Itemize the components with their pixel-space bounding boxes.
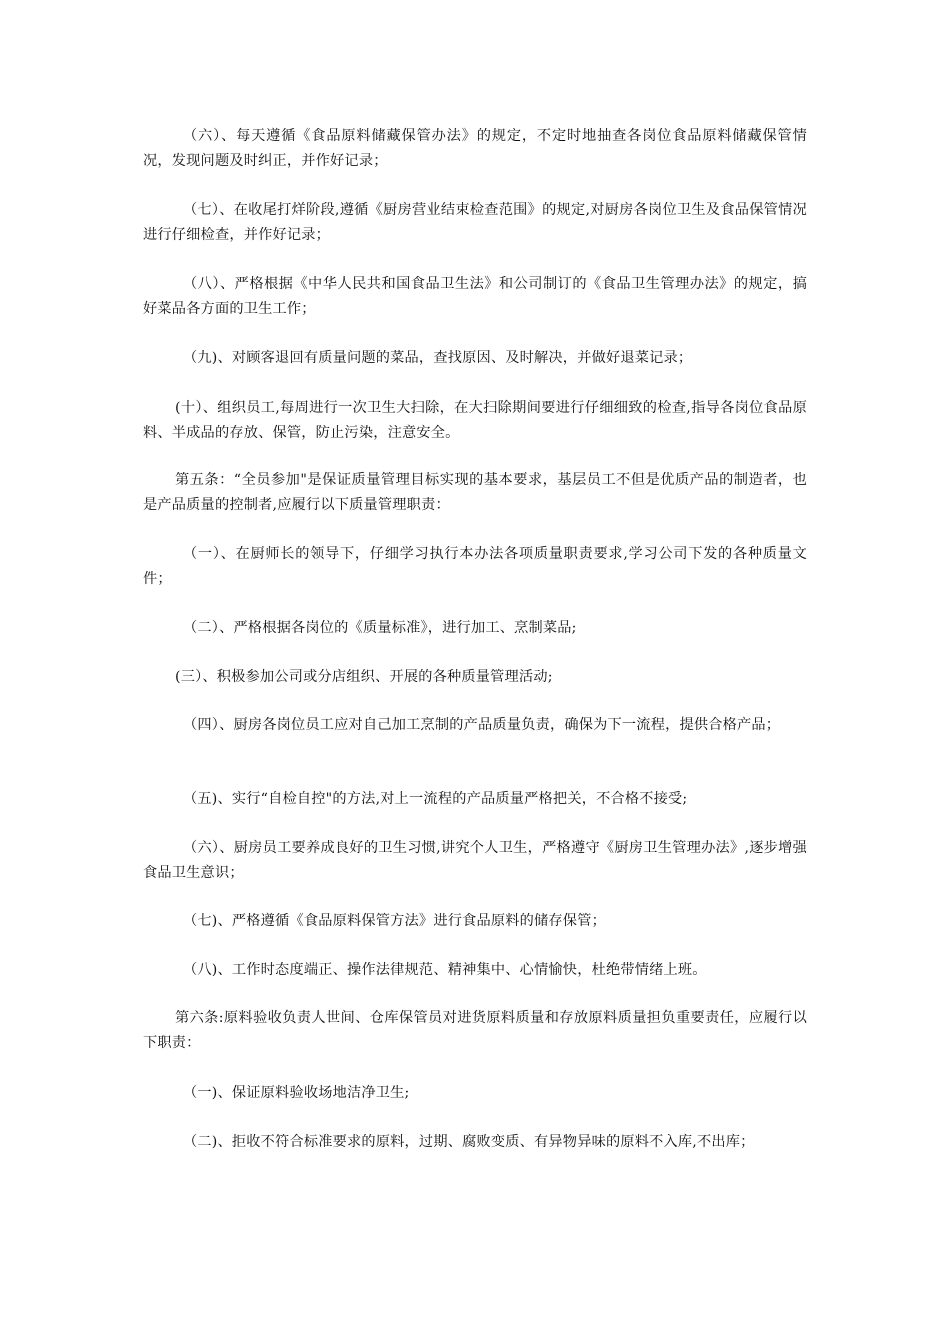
paragraph-staff-duty-4: （四）、厨房各岗位员工应对自己加工烹制的产品质量负责，确保为下一流程，提供合格产品； xyxy=(183,717,781,733)
paragraph-staff-duty-6: （六）、厨房员工要养成良好的卫生习惯,讲究个人卫生，严格遵守《厨房卫生管理办法》,逐步增强食品卫生意识； xyxy=(143,840,807,881)
paragraph-article-6: 第六条:原料验收负责人世间、仓库保管员对进货原料质量和存放原料质量担负重要责任，应履行以下职责： xyxy=(143,1010,807,1051)
paragraph-duty-10: (十）、组织员工,每周进行一次卫生大扫除，在大扫除期间要进行仔细细致的检查,指导各岗位食品原料、半成品的存放、保管，防止污染，注意安全。 xyxy=(143,400,807,441)
paragraph-staff-duty-2: （二）、严格根据各岗位的《质量标准》，进行加工、烹制菜品; xyxy=(183,620,577,636)
paragraph-duty-7: （七）、在收尾打烊阶段,遵循《厨房营业结束检查范围》的规定,对厨房各岗位卫生及食品保管情况进行仔细检查，并作好记录； xyxy=(143,202,807,243)
paragraph-staff-duty-7: （七)、严格遵循《食品原料保管方法》进行食品原料的储存保管； xyxy=(183,913,606,929)
paragraph-staff-duty-8: （八)、工作时态度端正、操作法律规范、精神集中、心情愉快，杜绝带情绪上班。 xyxy=(183,962,707,978)
paragraph-receiving-duty-2: （二)、拒收不符合标准要求的原料，过期、腐败变质、有异物异味的原料不入库,不出库； xyxy=(183,1134,755,1150)
paragraph-duty-6: （六）、每天遵循《食品原料储藏保管办法》的规定，不定时地抽查各岗位食品原料储藏保管情况，发现问题及时纠正，并作好记录； xyxy=(143,128,807,169)
paragraph-staff-duty-1: （一）、在厨师长的领导下，仔细学习执行本办法各项质量职责要求,学习公司下发的各种质量文件； xyxy=(143,546,807,587)
paragraph-duty-8: （八）、严格根据《中华人民共和国食品卫生法》和公司制订的《食品卫生管理办法》的规定，搞好菜品各方面的卫生工作； xyxy=(143,276,807,317)
paragraph-staff-duty-5: （五)、实行“自检自控"的方法,对上一流程的产品质量严格把关，不合格不接受; xyxy=(183,791,688,807)
paragraph-receiving-duty-1: （一)、保证原料验收场地洁净卫生; xyxy=(183,1085,410,1101)
paragraph-duty-9: （九)、对顾客退回有质量问题的菜品，查找原因、及时解决，并做好退菜记录； xyxy=(183,350,693,366)
paragraph-article-5: 第五条：“全员参加"是保证质量管理目标实现的基本要求，基层员工不但是优质产品的制造者，也是产品质量的控制者,应履行以下质量管理职责： xyxy=(143,472,807,513)
paragraph-staff-duty-3: (三）、积极参加公司或分店组织、开展的各种质量管理活动; xyxy=(175,669,553,685)
